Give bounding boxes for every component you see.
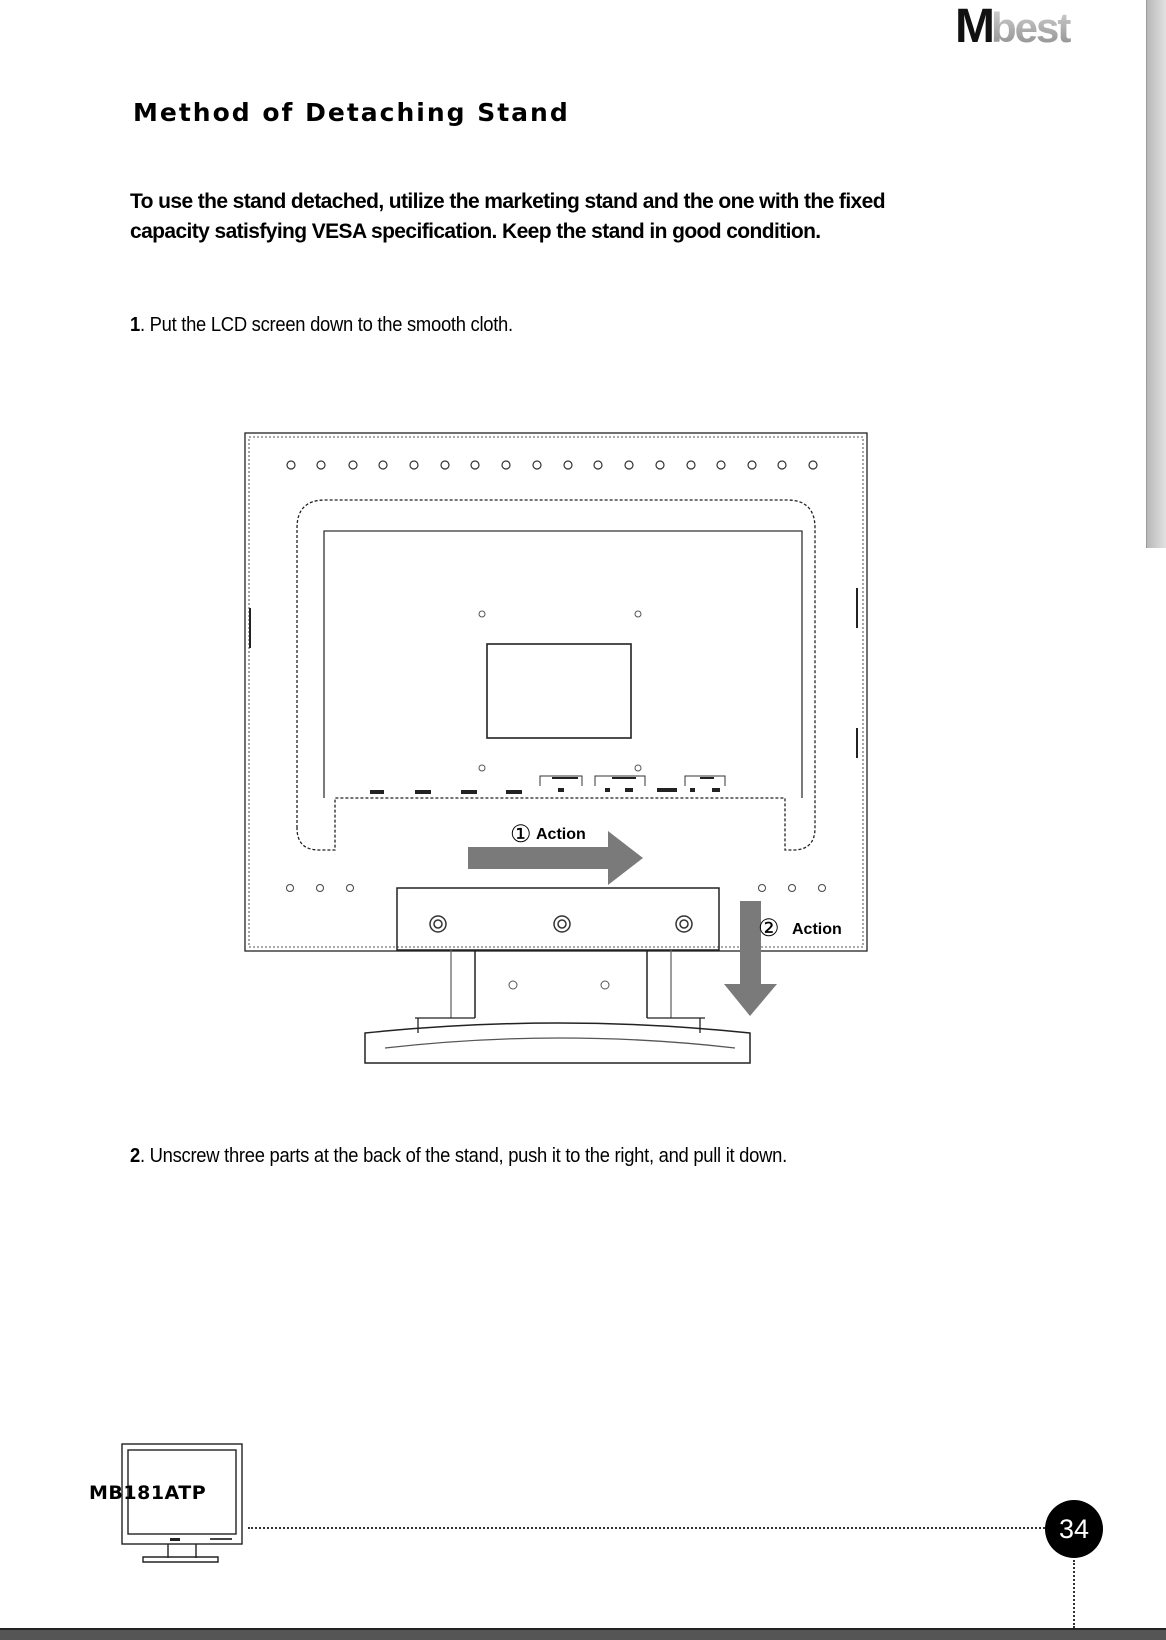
monitor-body-outline: [245, 433, 867, 951]
model-label: MB181ATP: [89, 1482, 207, 1504]
top-screw-row: [287, 461, 817, 469]
footer-dotted-drop: [1073, 1560, 1075, 1628]
intro-line-1: To use the stand detached, utilize the marketing stand and the one with the fixed: [130, 190, 885, 213]
page-title: Method of Detaching Stand: [133, 98, 570, 127]
side-tab: [1146, 0, 1166, 548]
inner-panel: [324, 531, 802, 798]
monitor-back-diagram: [240, 428, 880, 1073]
step-1-text: . Put the LCD screen down to the smooth cloth.: [139, 314, 513, 336]
stand-base: [365, 1023, 750, 1063]
svg-text:M: M: [955, 0, 992, 50]
action-2-marker: ②: [758, 915, 780, 942]
action-2-label: Action: [792, 921, 842, 938]
port-labels: [370, 777, 720, 794]
footer-dotted-rule: [248, 1527, 1045, 1529]
page-number-badge: 34: [1045, 1500, 1103, 1558]
action-1-label: Action: [536, 826, 586, 843]
intro-line-2: capacity satisfying VESA specification. Keep the stand in good condition.: [130, 220, 821, 243]
stand-plate: [397, 888, 719, 950]
monitor-thumbnail-icon: [118, 1440, 258, 1570]
vesa-plate: [487, 644, 631, 738]
vesa-holes: [479, 611, 641, 771]
action-1-marker: ①: [510, 821, 532, 848]
stand-screws: [430, 916, 692, 932]
stand-neck: [475, 950, 647, 1018]
rear-frame: [297, 500, 815, 850]
step-1: [130, 314, 513, 337]
intro-text: [130, 187, 990, 247]
monitor-body-inner-outline: [249, 437, 863, 947]
step-2: [130, 1145, 787, 1168]
mbest-logo: [955, 0, 1105, 50]
bottom-bar: [0, 1628, 1166, 1640]
svg-text:best: best: [991, 4, 1070, 50]
step-2-text: . Unscrew three parts at the back of the stand, push it to the right, and pull it down.: [139, 1145, 787, 1167]
step-2-number: 2: [130, 1145, 140, 1167]
step-1-number: 1: [130, 314, 140, 336]
